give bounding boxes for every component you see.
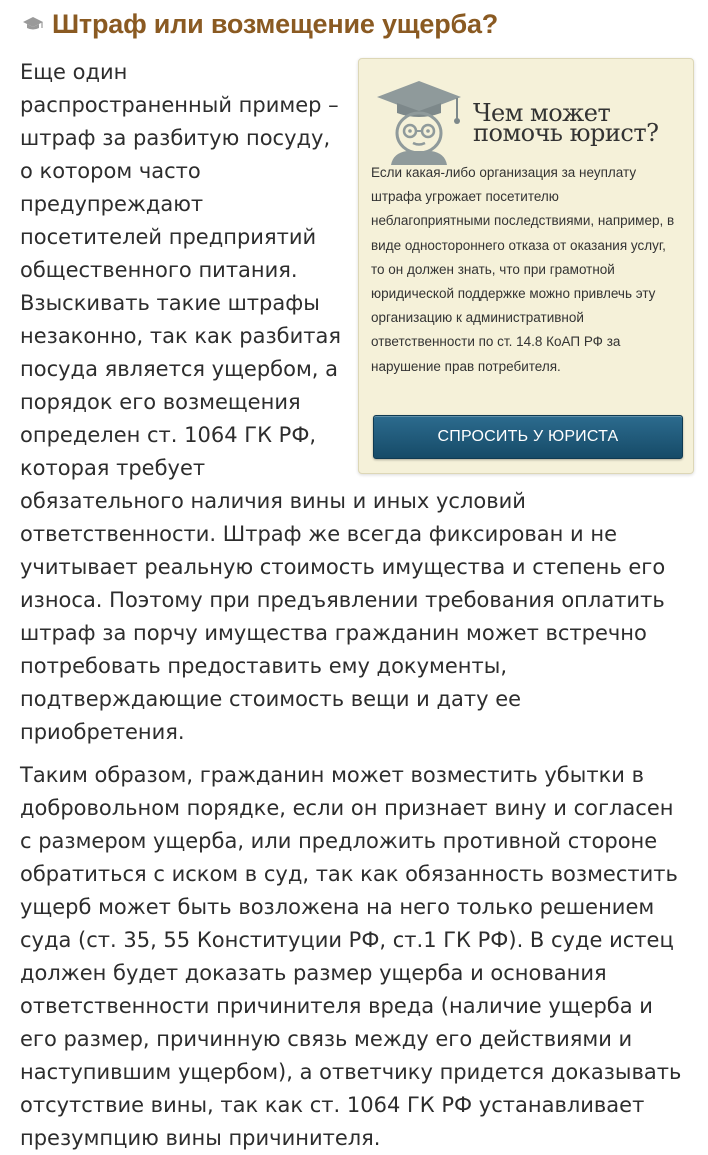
lawyer-help-title-line2: помочь юрист? — [473, 119, 659, 147]
section-heading — [22, 4, 498, 44]
lawyer-help-box — [358, 58, 694, 474]
ask-lawyer-button[interactable]: СПРОСИТЬ У ЮРИСТА — [373, 415, 683, 459]
graduation-cap-icon — [22, 16, 44, 32]
lawyer-help-title-line1: Чем может — [473, 99, 611, 127]
article-paragraph-1: Еще один распространенный пример – штраф за разбитую посуду, о котором часто предупреждают посетителей предприятий общественного питания. Взыскивать такие штрафы незаконно, так как разбитая посуда является ущербом, а порядок его возмещения определен ст. 1064 ГК РФ, которая требует обязательного наличия вины и иных условий ответственности. Штраф же всегда фиксирован и не учитывает реальную стоимость имущества и степень его износа. Поэтому при предъявлении требования оплатить штраф за порчу имущества гражданин может встречно потребовать предоставить ему документы, подтверждающие стоимость вещи и дату ее приобретения. — [20, 60, 666, 744]
lawyer-help-description: Если какая-либо организация за неуплату штрафа угрожает посетителю неблагоприятными последствиями, например, в виде одностороннего отказа от оказания услуг, то он должен знать, что при грамотной юридической поддержке можно привлечь эту организацию к административной ответственности по ст. 14.8 КоАП РФ за нарушение прав потребителя. — [371, 165, 675, 374]
article-paragraph-2: Таким образом, гражданин может возместить убытки в добровольном порядке, если он признает вину и согласен с размером ущерба, или предложить противной стороне обратиться с иском в суд, так как обязанность возместить ущерб может быть возложена на него только решением суда (ст. 35, 55 Конституции РФ, ст.1 ГК РФ). В суде истец должен будет доказать размер ущерба и основания ответственности причинителя вреда (наличие ущерба и его размер, причинную связь между его действиями и наступившим ущербом), а ответчику придется доказывать отсутствие вины, так как ст. 1064 ГК РФ устанавливает презумпцию вины причинителя. — [20, 763, 682, 1150]
lawyer-help-title — [473, 99, 688, 147]
lawyer-avatar-icon — [371, 79, 467, 165]
section-title: Штраф или возмещение ущерба? — [52, 8, 499, 39]
article-body — [20, 56, 690, 1155]
